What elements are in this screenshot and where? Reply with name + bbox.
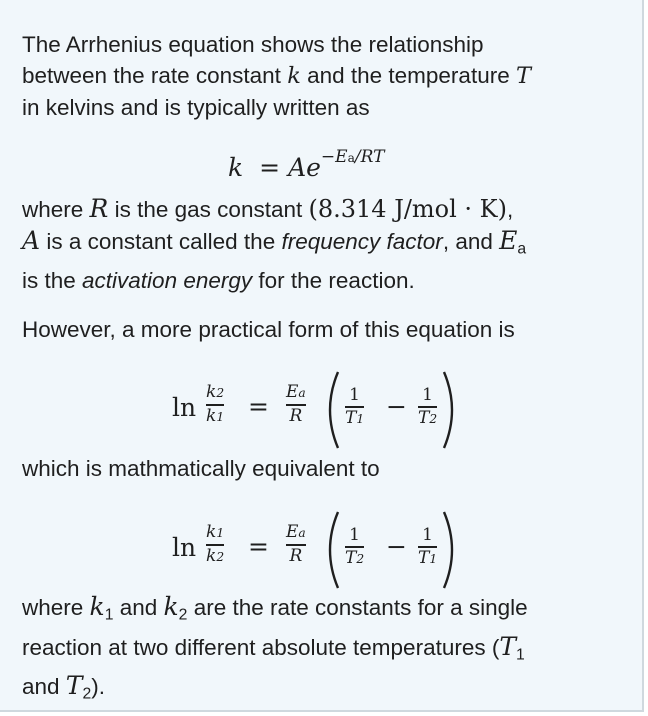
- practical-form-intro: However, a more practical form of this equation is: [22, 317, 515, 342]
- arrhenius-equation: $k = Ae^{-Ea/RT}$: [228, 146, 385, 182]
- gas-constant-value: (8.314 J/mol · K): [308, 195, 507, 223]
- rate-constant-symbol: k: [287, 63, 301, 89]
- rate-ratio-fraction-2: k1 k2: [206, 522, 225, 566]
- activation-over-R-fraction-2: Ea R: [286, 522, 306, 566]
- right-paren-2: [442, 510, 460, 590]
- definitions-paragraph: where R is the gas constant (8.314 J/mol · K), A is a constant called the frequency factor, and $E_a$ is the activation energy for the reaction.: [22, 194, 527, 293]
- activation-over-R-fraction: Ea R: [286, 382, 306, 426]
- intro-line-1: The Arrhenius equation shows the relationship: [22, 32, 484, 57]
- left-paren-2: [322, 510, 340, 590]
- content-card: The Arrhenius equation shows the relationship between the rate constant k and the temperature T in kelvins and is typically written as $k = Ae^{-Ea/RT}$ where R is the gas constant (8.314 J/mol · K), A is a constant called the frequency factor, and $E_a$ is the activation energy for the reaction. However, a more practical form of this equation is ln k2 k1 = Ea R 1 T1 − 1 T2 which is mathmatically equivalent to ln k1 k2 = Ea R 1 T2 − 1 T1 where $k_1$ and $k_2$ are the rate constants for a single reaction at two different absolute temperatures ($T_1$ and $T_2$).: [0, 0, 644, 712]
- ln-operator: ln: [172, 393, 197, 422]
- inverse-T-fraction-c: 1 T2: [345, 525, 365, 568]
- inverse-T-fraction-a: 1 T1: [345, 385, 365, 428]
- intro-paragraph: The Arrhenius equation shows the relationship between the rate constant k and the temperature T in kelvins and is typically written as: [22, 32, 531, 120]
- inverse-T-fraction-b: 1 T2: [418, 385, 438, 428]
- right-paren: [442, 370, 460, 450]
- equivalence-text: which is mathmatically equivalent to: [22, 456, 380, 481]
- left-paren: [322, 370, 340, 450]
- rate-constants-paragraph: where $k_1$ and $k_2$ are the rate constants for a single reaction at two different absolute temperatures ($T_1$ and $T_2$).: [22, 592, 528, 704]
- ln-operator-2: ln: [172, 533, 197, 562]
- inverse-T-fraction-d: 1 T1: [418, 525, 438, 568]
- temperature-symbol: T: [515, 63, 531, 89]
- rate-ratio-fraction: k2 k1: [206, 382, 225, 426]
